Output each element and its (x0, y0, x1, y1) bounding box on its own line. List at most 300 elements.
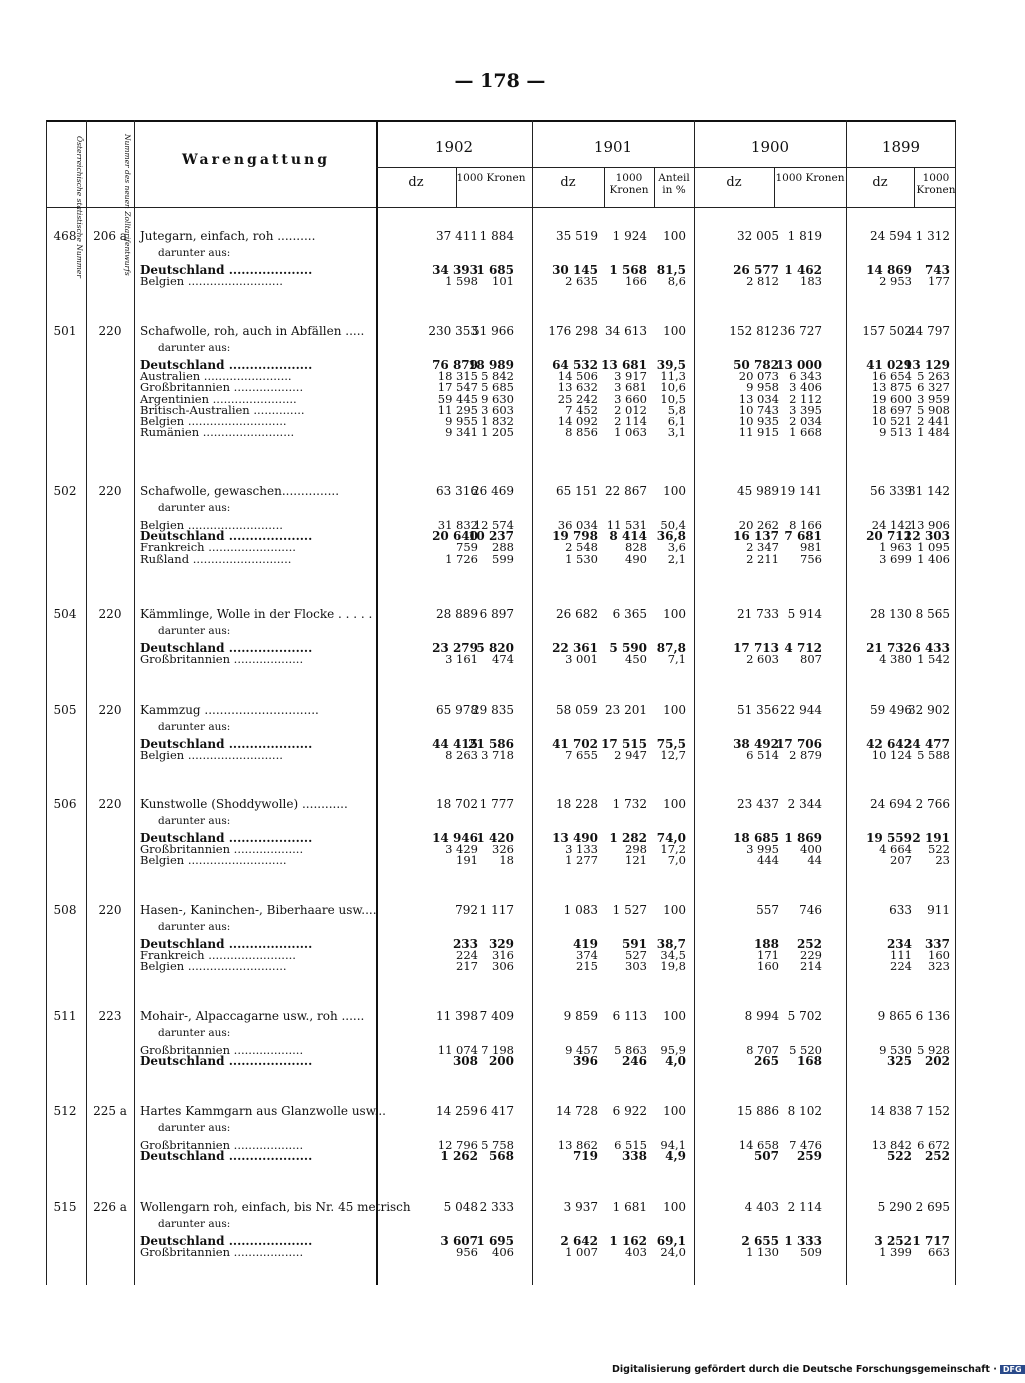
cell-value: 911 (927, 903, 950, 917)
cell-value: 11 398 (436, 1009, 478, 1023)
row-label: Mohair-, Alpaccagarne usw., roh ...... (140, 1009, 365, 1023)
cell-value: 1 924 (612, 229, 647, 243)
cell-value: 100 (663, 1104, 686, 1118)
cell-value: 51 356 (737, 703, 779, 717)
row-label: Schafwolle, gewaschen............... (140, 484, 340, 498)
zolltarif-nummer: 220 (98, 703, 122, 717)
cell-value: 18 315 (437, 369, 478, 384)
cell-value: 11 915 (738, 425, 779, 440)
cell-value: 6 343 (789, 369, 822, 384)
darunter-label (46, 625, 956, 637)
footer-text: Digitalisierung gefördert durch die Deutsche Forschungsgemeinschaft · (612, 1364, 997, 1375)
cell-value: 44 415 (432, 737, 478, 751)
row-label: darunter aus: (158, 625, 231, 637)
cell-value: 24 594 (870, 229, 912, 243)
cell-value: 5 263 (917, 369, 950, 384)
cell-value: 13 875 (871, 380, 912, 395)
cell-value: 17 547 (437, 380, 478, 395)
cell-value: 234 (886, 937, 912, 951)
cell-value: 28 130 (870, 607, 912, 621)
header-year-1900: 1900 (750, 138, 790, 156)
cell-value: 7 476 (789, 1138, 822, 1152)
cell-value: 1 130 (746, 1245, 779, 1260)
cell-value: 419 (572, 937, 598, 951)
cell-value: 828 (625, 540, 647, 555)
row-label: Deutschland .................... (140, 358, 313, 372)
cell-value: 14 838 (870, 1104, 912, 1118)
cell-value: 2 347 (746, 540, 779, 555)
cell-value: 3 395 (789, 402, 822, 417)
cell-value: 38,7 (656, 937, 686, 951)
cell-value: 23 201 (605, 703, 647, 717)
header-dz: dz (726, 175, 742, 190)
cell-value: 3 660 (614, 391, 647, 406)
cell-value: 7 198 (481, 1043, 514, 1057)
table-row (46, 325, 956, 337)
cell-value: 9 859 (563, 1009, 598, 1023)
cell-value: 591 (621, 937, 647, 951)
table-row (46, 485, 956, 497)
cell-value: 9 955 (445, 414, 478, 428)
cell-value: 13 906 (909, 518, 950, 532)
cell-value: 7 152 (915, 1104, 950, 1118)
cell-value: 37 411 (436, 229, 478, 243)
cell-value: 5 520 (789, 1043, 822, 1057)
cell-value: 265 (753, 1054, 779, 1069)
cell-value: 2 114 (787, 1200, 822, 1214)
cell-value: 252 (924, 1149, 950, 1164)
cell-value: 12 574 (473, 518, 514, 532)
cell-value: 2 344 (787, 797, 822, 811)
cell-value: 4,0 (665, 1054, 686, 1069)
cell-value: 100 (663, 607, 686, 621)
cell-value: 325 (886, 1054, 912, 1069)
cell-value: 18 (499, 853, 514, 868)
cell-value: 1 695 (476, 1234, 514, 1248)
cell-value: 14 869 (866, 263, 912, 277)
cell-value: 10 521 (871, 414, 912, 428)
cell-value: 14 658 (738, 1138, 779, 1152)
sub-row (46, 275, 956, 287)
cell-value: 2 441 (917, 414, 950, 428)
cell-value: 303 (625, 959, 647, 974)
cell-value: 24 142 (871, 518, 912, 532)
cell-value: 19 141 (780, 484, 822, 498)
zolltarif-nummer: 220 (98, 607, 122, 621)
cell-value: 17 713 (733, 641, 779, 655)
table-row (46, 704, 956, 716)
cell-value: 56 339 (870, 484, 912, 498)
row-label: Belgien .......................... (140, 748, 283, 763)
sub-row (46, 553, 956, 565)
cell-value: 5 842 (481, 369, 514, 384)
cell-value: 5,8 (667, 402, 686, 417)
cell-value: 1 884 (479, 229, 514, 243)
year-rule (376, 167, 956, 168)
darunter-label (46, 1218, 956, 1230)
row-label: Rumänien ......................... (140, 425, 295, 440)
cell-value: 9 530 (879, 1043, 912, 1057)
cell-value: 746 (799, 903, 822, 917)
cell-value: 490 (625, 551, 647, 566)
cell-value: 337 (924, 937, 950, 951)
cell-value: 5 914 (787, 607, 822, 621)
cell-value: 5 685 (481, 380, 514, 395)
cell-value: 21 586 (468, 737, 514, 751)
cell-value: 26 469 (472, 484, 514, 498)
cell-value: 10,5 (660, 391, 686, 406)
zolltarif-nummer: 220 (98, 797, 122, 811)
cell-value: 11 074 (437, 1043, 478, 1057)
cell-value: 100 (663, 324, 686, 338)
sub-row (46, 426, 956, 438)
cell-value: 28 889 (436, 607, 478, 621)
cell-value: 100 (663, 1200, 686, 1214)
cell-value: 807 (800, 652, 822, 667)
cell-value: 207 (890, 853, 912, 868)
darunter-label (46, 921, 956, 933)
cell-value: 6 897 (479, 607, 514, 621)
row-label: Belgien ........................... (140, 959, 287, 974)
cell-value: 24,0 (660, 1245, 686, 1260)
cell-value: 87,8 (656, 641, 686, 655)
cell-value: 474 (492, 652, 514, 667)
cell-value: 792 (455, 903, 478, 917)
cell-value: 1 117 (479, 903, 514, 917)
cell-value: 8 565 (915, 607, 950, 621)
row-label: Deutschland .................... (140, 529, 313, 544)
row-label: Deutschland .................... (140, 1054, 313, 1069)
cell-value: 10 935 (738, 414, 779, 428)
cell-value: 3,6 (667, 540, 686, 555)
cell-value: 42 642 (866, 737, 912, 751)
cell-value: 191 (456, 853, 478, 868)
cell-value: 166 (625, 274, 647, 289)
cell-value: 9 513 (879, 425, 912, 440)
cell-value: 403 (625, 1245, 647, 1260)
cell-value: 101 (492, 274, 514, 289)
table-row (46, 230, 956, 242)
cell-value: 176 298 (548, 324, 598, 338)
cell-value: 233 (452, 937, 478, 951)
cell-value: 252 (796, 937, 822, 951)
cell-value: 31 142 (908, 484, 950, 498)
cell-value: 5 908 (917, 402, 950, 417)
cell-value: 6,1 (667, 414, 686, 428)
cell-value: 316 (492, 948, 514, 963)
cell-value: 19 559 (866, 831, 912, 845)
cell-value: 65 151 (556, 484, 598, 498)
row-label: Wollengarn roh, einfach, bis Nr. 45 metrisch (140, 1200, 411, 1214)
cell-value: 34 613 (605, 324, 647, 338)
cell-value: 743 (924, 263, 950, 277)
zolltarif-nummer: 226 a (93, 1200, 127, 1214)
cell-value: 8 102 (787, 1104, 822, 1118)
cell-value: 2 766 (915, 797, 950, 811)
cell-value: 10 124 (871, 748, 912, 763)
cell-value: 522 (928, 842, 950, 857)
zolltarif-nummer: 206 a (93, 229, 127, 243)
table-row (46, 798, 956, 810)
oe-nummer: 504 (53, 607, 77, 621)
page-number: — 178 — (454, 70, 546, 92)
cell-value: 3 133 (565, 842, 598, 857)
row-label: Großbritannien ................... (140, 1245, 304, 1260)
cell-value: 15 886 (737, 1104, 779, 1118)
cell-value: 24 694 (870, 797, 912, 811)
oe-nummer: 501 (53, 324, 77, 338)
cell-value: 1 162 (609, 1234, 647, 1248)
cell-value: 229 (800, 948, 822, 963)
cell-value: 29 835 (472, 703, 514, 717)
cell-value: 8 166 (789, 518, 822, 532)
cell-value: 1 063 (614, 425, 647, 440)
zolltarif-nummer: 220 (98, 484, 122, 498)
cell-value: 21 732 (866, 641, 912, 655)
cell-value: 12,7 (660, 748, 686, 763)
cell-value: 168 (796, 1054, 822, 1069)
cell-value: 50 782 (733, 358, 779, 372)
cell-value: 22 361 (552, 641, 598, 655)
header-1000-kronen: 1000 Kronen (916, 172, 956, 196)
header-1000-kronen: 1000 Kronen (775, 172, 845, 184)
cell-value: 323 (928, 959, 950, 974)
cell-value: 13 842 (871, 1138, 912, 1152)
cell-value: 2 635 (565, 274, 598, 289)
oe-nummer: 511 (53, 1009, 77, 1023)
cell-value: 2 548 (565, 540, 598, 555)
cell-value: 3 995 (746, 842, 779, 857)
darunter-label (46, 721, 956, 733)
cell-value: 3 607 (440, 1234, 478, 1248)
zolltarif-nummer: 223 (98, 1009, 122, 1023)
cell-value: 19,8 (660, 959, 686, 974)
cell-value: 6 327 (917, 380, 950, 395)
cell-value: 1 262 (440, 1149, 478, 1164)
cell-value: 2 191 (912, 831, 950, 845)
cell-value: 599 (492, 551, 514, 566)
cell-value: 177 (928, 274, 950, 289)
cell-value: 5 863 (614, 1043, 647, 1057)
cell-value: 188 (753, 937, 779, 951)
cell-value: 44 (807, 853, 822, 868)
cell-value: 1 668 (789, 425, 822, 440)
cell-value: 2 112 (789, 391, 822, 406)
cell-value: 20 262 (738, 518, 779, 532)
cell-value: 11 531 (606, 518, 647, 532)
cell-value: 23 437 (737, 797, 779, 811)
table-row (46, 904, 956, 916)
cell-value: 400 (800, 842, 822, 857)
cell-value: 5 758 (481, 1138, 514, 1152)
cell-value: 50,4 (660, 518, 686, 532)
cell-value: 306 (492, 959, 514, 974)
cell-value: 4,9 (665, 1149, 686, 1164)
cell-value: 6 672 (917, 1138, 950, 1152)
cell-value: 5 290 (877, 1200, 912, 1214)
cell-value: 10,6 (660, 380, 686, 395)
row-label: Großbritannien ................... (140, 1043, 304, 1057)
cell-value: 32 902 (908, 703, 950, 717)
cell-value: 1 277 (565, 853, 598, 868)
cell-value: 18 989 (468, 358, 514, 372)
zolltarif-nummer: 225 a (93, 1104, 127, 1118)
cell-value: 31 832 (437, 518, 478, 532)
cell-value: 396 (572, 1054, 598, 1069)
cell-value: 32 005 (737, 229, 779, 243)
cell-value: 2 812 (746, 274, 779, 289)
cell-value: 18 685 (733, 831, 779, 845)
cell-value: 22 944 (780, 703, 822, 717)
cell-value: 76 879 (432, 358, 478, 372)
cell-value: 202 (924, 1054, 950, 1069)
cell-value: 9 865 (877, 1009, 912, 1023)
cell-value: 14 506 (557, 369, 598, 384)
cell-value: 1 312 (915, 229, 950, 243)
row-label: Australien ........................ (140, 369, 292, 384)
cell-value: 2 695 (915, 1200, 950, 1214)
cell-value: 13 000 (776, 358, 822, 372)
cell-value: 100 (663, 903, 686, 917)
cell-value: 160 (928, 948, 950, 963)
cell-value: 2 603 (746, 652, 779, 667)
cell-value: 981 (800, 540, 822, 555)
cell-value: 3 001 (565, 652, 598, 667)
cell-value: 24 477 (904, 737, 950, 751)
cell-value: 2 642 (560, 1234, 598, 1248)
cell-value: 5 820 (476, 641, 514, 655)
row-label: darunter aus: (158, 921, 231, 933)
row-label: Belgien ........................... (140, 414, 287, 428)
zolltarif-nummer: 220 (98, 903, 122, 917)
sub-row (46, 1246, 956, 1258)
cell-value: 25 242 (557, 391, 598, 406)
darunter-label (46, 1122, 956, 1134)
row-label: Jutegarn, einfach, roh .......... (140, 229, 316, 243)
cell-value: 7 409 (479, 1009, 514, 1023)
row-label: Deutschland .................... (140, 263, 313, 277)
cell-value: 3 681 (614, 380, 647, 395)
cell-value: 3,1 (667, 425, 686, 440)
row-label: Belgien .......................... (140, 274, 283, 289)
cell-value: 6 113 (612, 1009, 647, 1023)
row-label: Deutschland .................... (140, 737, 313, 751)
cell-value: 121 (625, 853, 647, 868)
cell-value: 756 (800, 551, 822, 566)
cell-value: 36 727 (780, 324, 822, 338)
cell-value: 527 (625, 948, 647, 963)
row-label: Belgien .......................... (140, 518, 283, 532)
oe-nummer: 515 (53, 1200, 77, 1214)
cell-value: 69,1 (656, 1234, 686, 1248)
cell-value: 20 712 (866, 529, 912, 544)
cell-value: 13 490 (552, 831, 598, 845)
cell-value: 1 083 (563, 903, 598, 917)
cell-value: 3 718 (481, 748, 514, 763)
cell-value: 63 316 (436, 484, 478, 498)
cell-value: 2 879 (789, 748, 822, 763)
cell-value: 4 664 (879, 842, 912, 857)
cell-value: 522 (886, 1149, 912, 1164)
cell-value: 1 007 (565, 1245, 598, 1260)
cell-value: 14 092 (557, 414, 598, 428)
cell-value: 1 732 (612, 797, 647, 811)
cell-value: 6 433 (912, 641, 950, 655)
header-year-1899: 1899 (881, 138, 921, 156)
cell-value: 8 994 (744, 1009, 779, 1023)
darunter-label (46, 1027, 956, 1039)
cell-value: 8 856 (565, 425, 598, 440)
cell-value: 10 237 (468, 529, 514, 544)
header-year-1902: 1902 (434, 138, 474, 156)
cell-value: 100 (663, 1009, 686, 1023)
cell-value: 259 (796, 1149, 822, 1164)
row-label: Deutschland .................... (140, 1149, 313, 1164)
cell-value: 3 429 (445, 842, 478, 857)
cell-value: 507 (753, 1149, 779, 1164)
cell-value: 8 414 (609, 529, 647, 544)
header-dz: dz (408, 175, 424, 190)
row-label: Deutschland .................... (140, 1234, 313, 1248)
cell-value: 3 406 (789, 380, 822, 395)
cell-value: 45 989 (737, 484, 779, 498)
cell-value: 2 333 (479, 1200, 514, 1214)
row-label: darunter aus: (158, 815, 231, 827)
cell-value: 3 161 (445, 652, 478, 667)
cell-value: 19 600 (871, 391, 912, 406)
cell-value: 308 (452, 1054, 478, 1069)
cell-value: 1 869 (784, 831, 822, 845)
cell-value: 7,1 (667, 652, 686, 667)
row-label: Kämmlinge, Wolle in der Flocke . . . . . (140, 607, 373, 621)
cell-value: 16 654 (871, 369, 912, 384)
row-label: Kammzug .............................. (140, 703, 319, 717)
cell-value: 171 (757, 948, 779, 963)
row-label: Kunstwolle (Shoddywolle) ............ (140, 797, 348, 811)
row-label: darunter aus: (158, 1218, 231, 1230)
cell-value: 200 (488, 1054, 514, 1069)
cell-value: 6 365 (612, 607, 647, 621)
cell-value: 2 655 (741, 1234, 779, 1248)
cell-value: 298 (625, 842, 647, 857)
cell-value: 4 403 (744, 1200, 779, 1214)
cell-value: 100 (663, 484, 686, 498)
darunter-label (46, 247, 956, 259)
row-label: Großbritannien ................... (140, 1138, 304, 1152)
cell-value: 111 (890, 948, 912, 963)
cell-value: 3 699 (879, 551, 912, 566)
cell-value: 1 832 (481, 414, 514, 428)
header-zolltarif-nummer: Nummer des neuen Zolltarifentwurfs (123, 134, 132, 276)
sub-row (46, 653, 956, 665)
cell-value: 5 928 (917, 1043, 950, 1057)
table-row (46, 608, 956, 620)
cell-value: 94,1 (660, 1138, 686, 1152)
darunter-label (46, 502, 956, 514)
cell-value: 59 496 (870, 703, 912, 717)
cell-value: 13 129 (904, 358, 950, 372)
cell-value: 157 502 (862, 324, 912, 338)
sub-row (46, 749, 956, 761)
row-label: darunter aus: (158, 1122, 231, 1134)
cell-value: 64 532 (552, 358, 598, 372)
cell-value: 5 048 (443, 1200, 478, 1214)
cell-value: 44 797 (908, 324, 950, 338)
cell-value: 719 (572, 1149, 598, 1164)
cell-value: 1 819 (787, 229, 822, 243)
cell-value: 95,9 (660, 1043, 686, 1057)
cell-value: 1 726 (445, 551, 478, 566)
